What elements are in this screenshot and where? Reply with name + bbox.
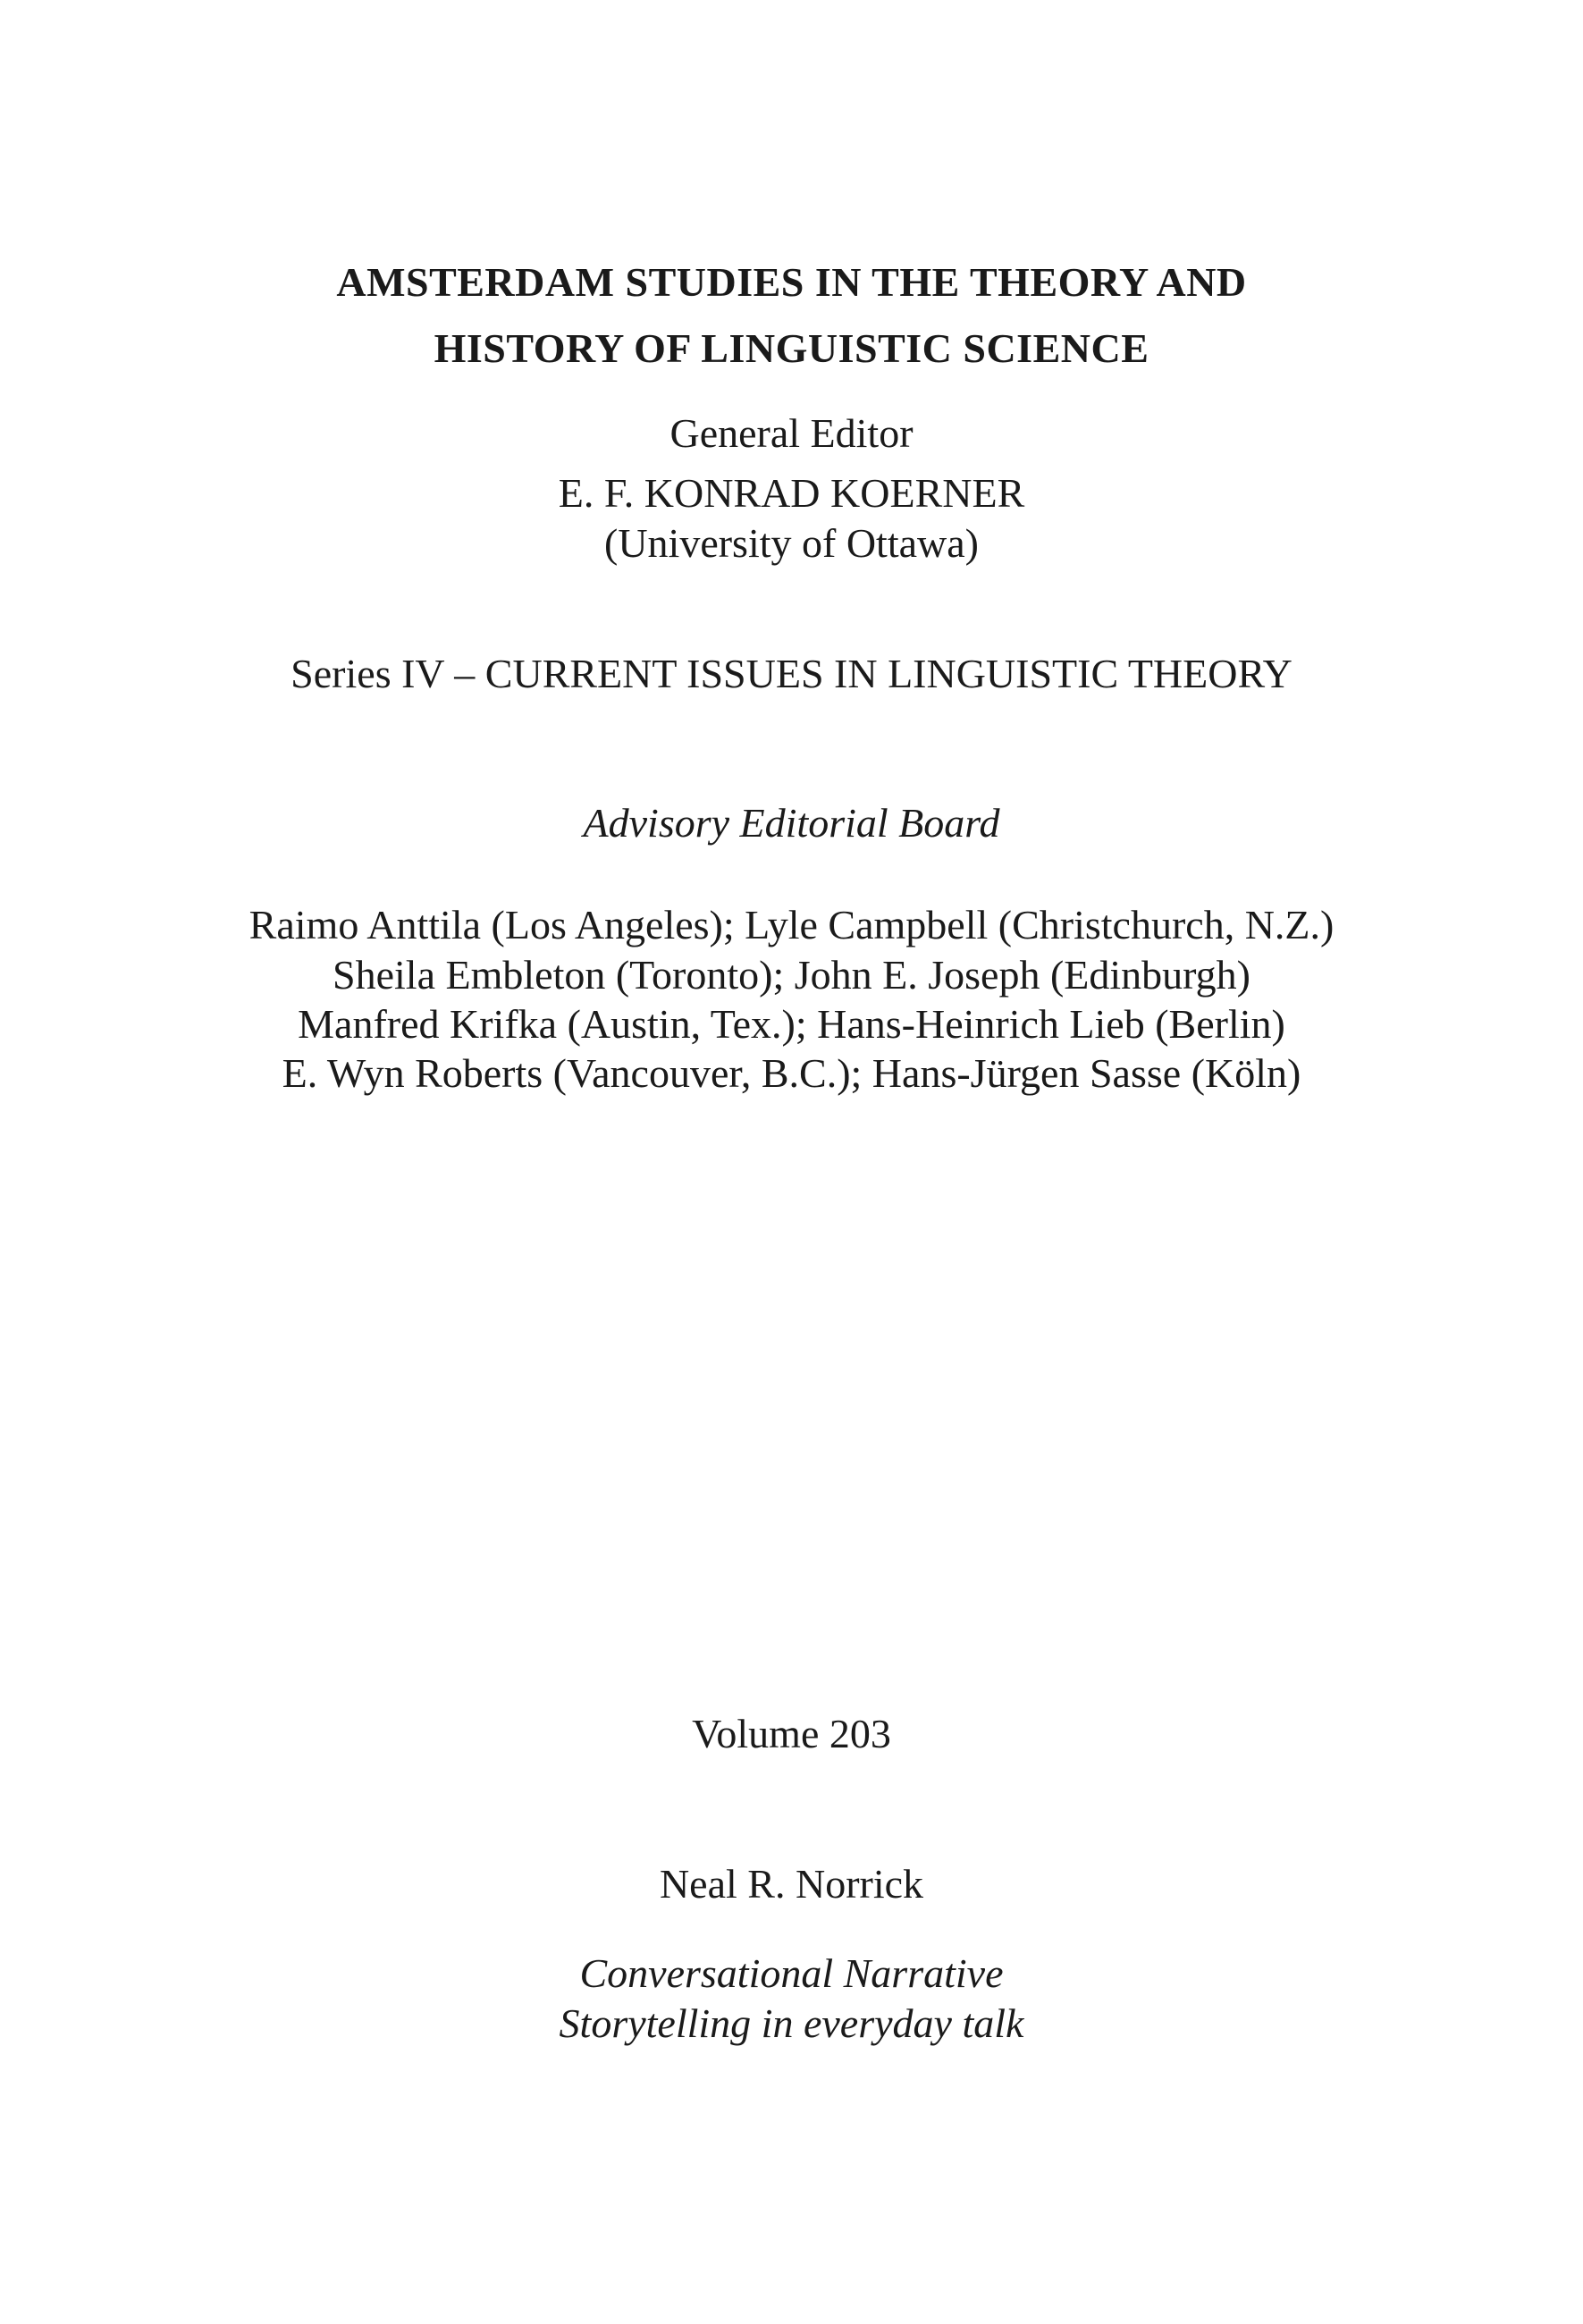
editor-name: E. F. KONRAD KOERNER — [558, 470, 1025, 516]
subseries-title: Series IV – CURRENT ISSUES IN LINGUISTIC THEORY — [290, 651, 1293, 696]
editor-role: General Editor — [669, 410, 914, 456]
board-heading: Advisory Editorial Board — [583, 800, 1000, 846]
book-title: Conversational Narrative — [579, 1950, 1004, 1996]
book-author: Neal R. Norrick — [659, 1861, 924, 1907]
board-member-line: E. Wyn Roberts (Vancouver, B.C.); Hans-Jürgen Sasse (Köln) — [282, 1050, 1301, 1096]
book-subtitle: Storytelling in everyday talk — [559, 2000, 1024, 2046]
editor-affiliation: (University of Ottawa) — [604, 520, 979, 566]
board-member-line: Manfred Krifka (Austin, Tex.); Hans-Heinrich Lieb (Berlin) — [298, 1001, 1285, 1047]
board-member-line: Raimo Anttila (Los Angeles); Lyle Campbell (Christchurch, N.Z.) — [248, 902, 1335, 947]
board-member-line: Sheila Embleton (Toronto); John E. Joseph (Edinburgh) — [333, 952, 1250, 998]
volume-number: Volume 203 — [692, 1711, 891, 1756]
series-title-line-2: HISTORY OF LINGUISTIC SCIENCE — [434, 325, 1149, 371]
series-title-line-1: AMSTERDAM STUDIES IN THE THEORY AND — [336, 259, 1247, 305]
